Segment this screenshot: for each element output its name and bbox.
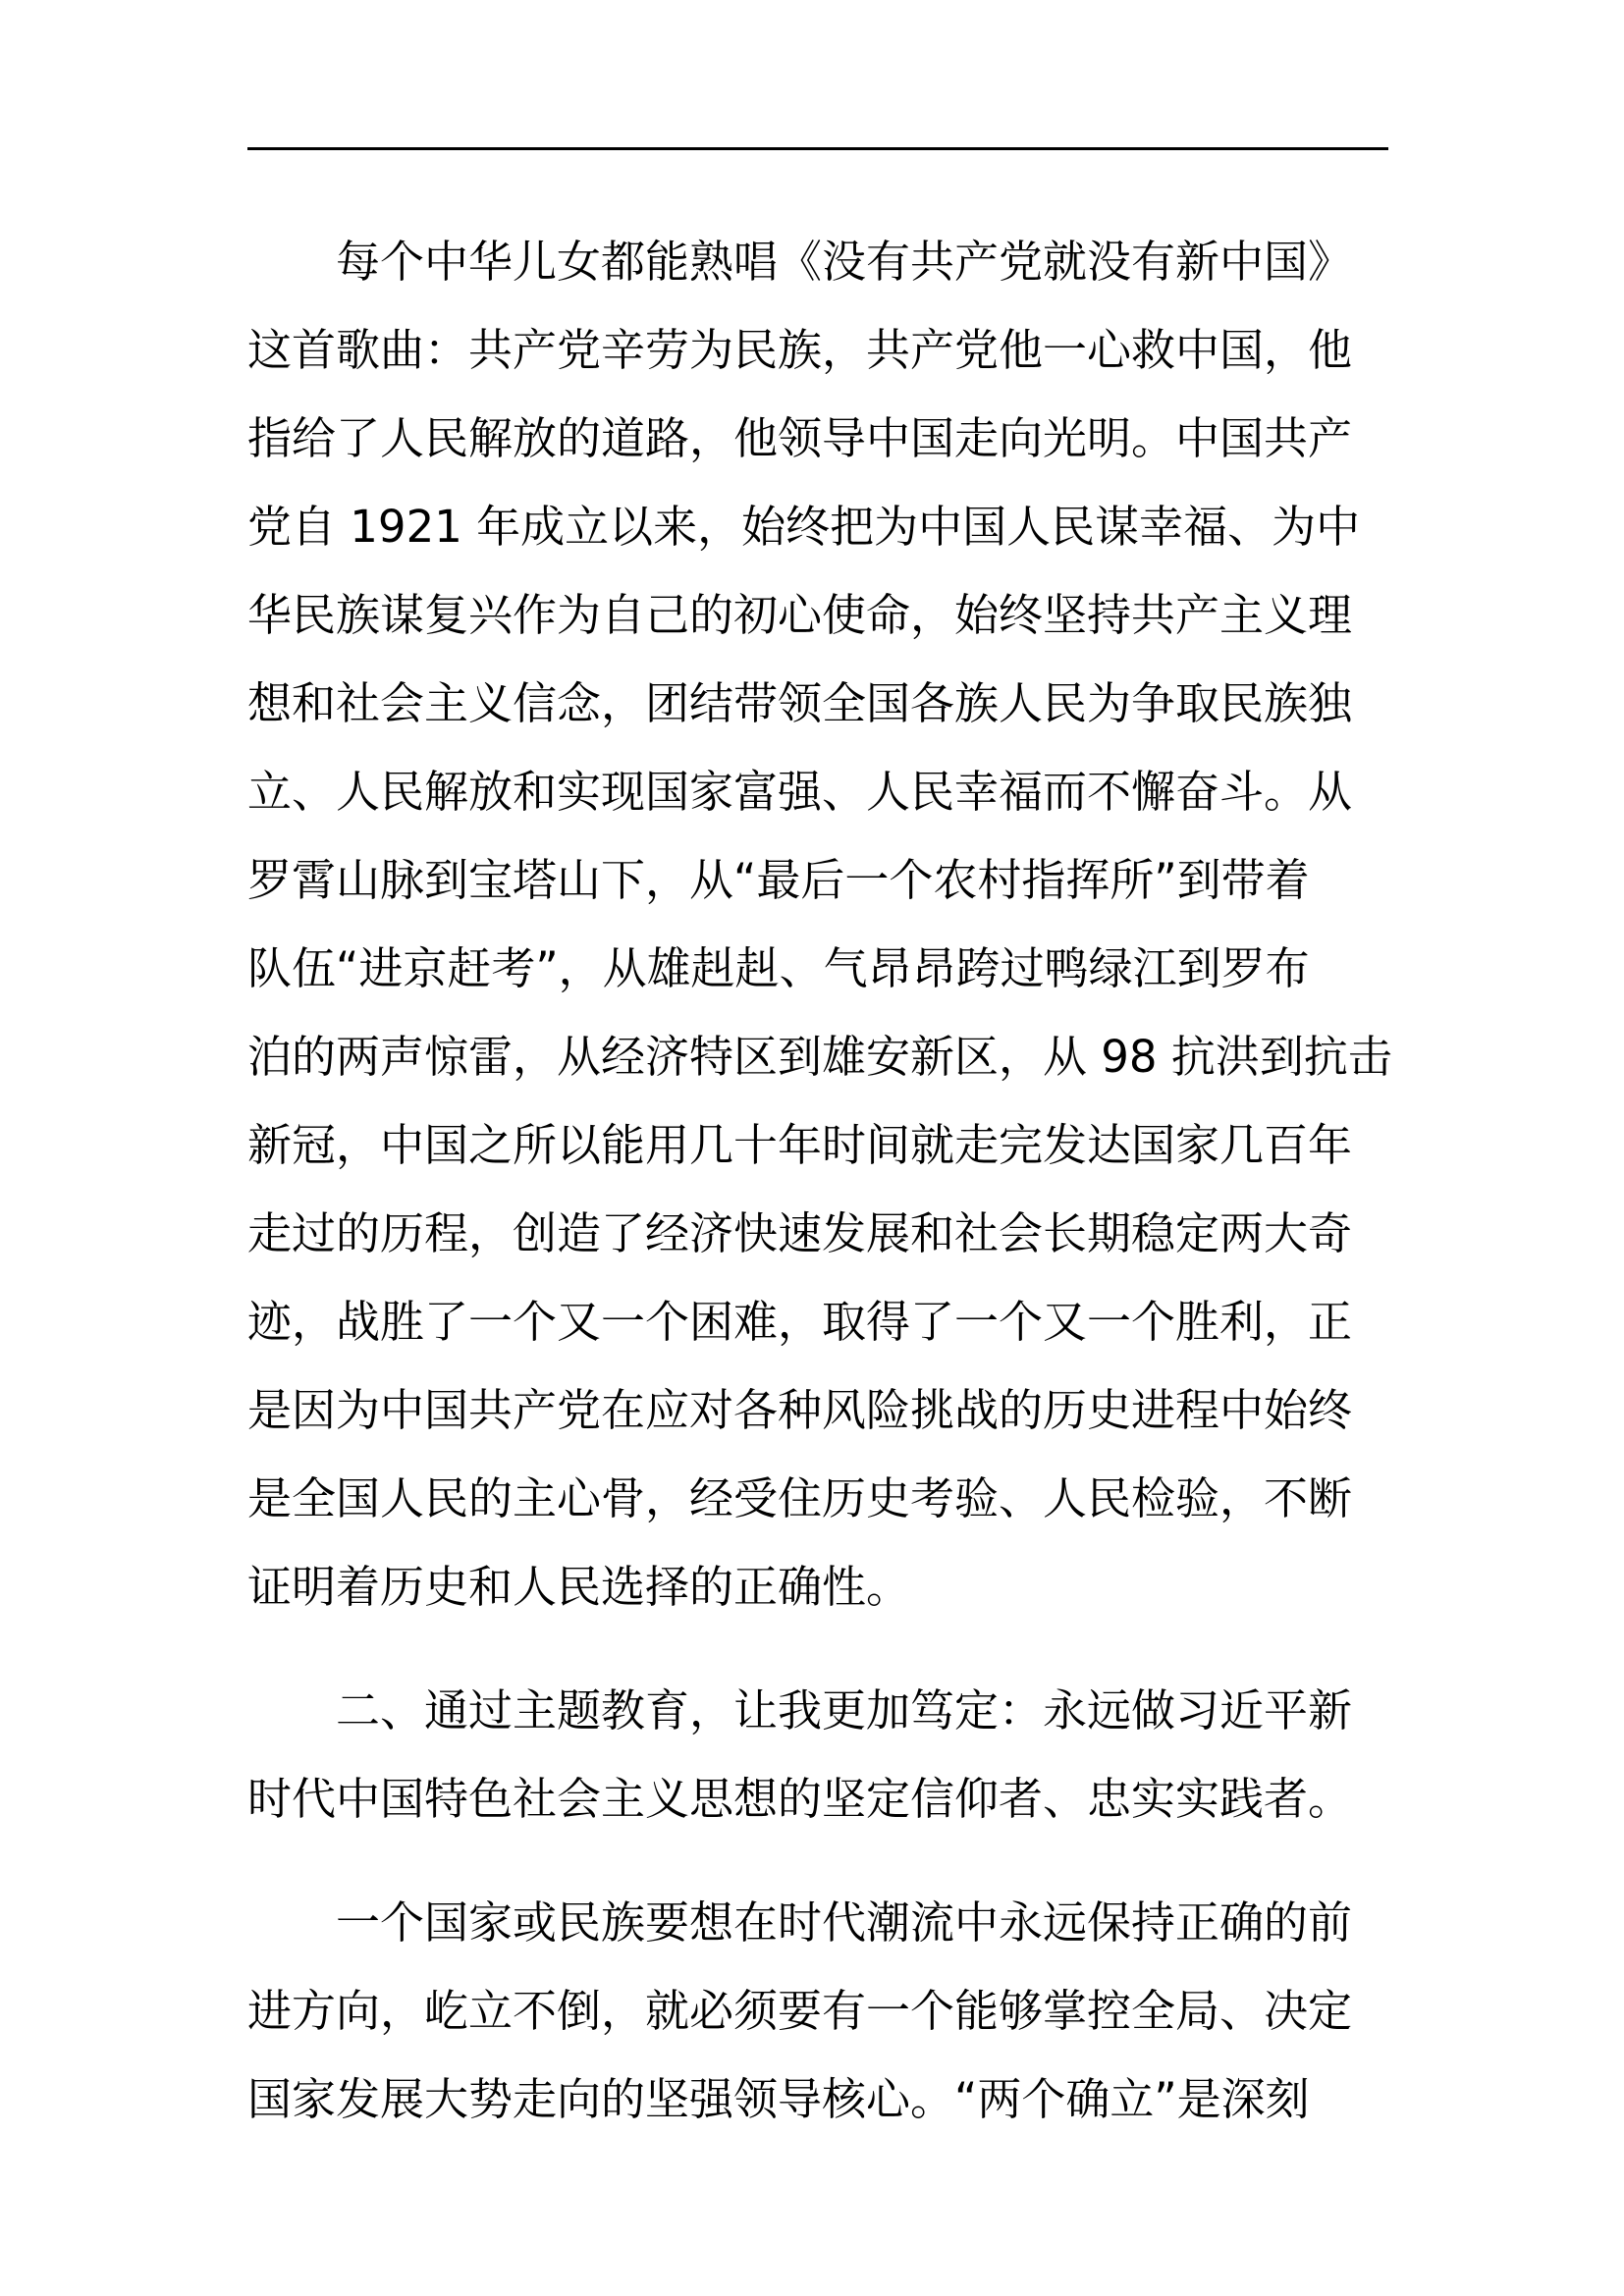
text-line: 泊的两声惊雷，从经济特区到雄安新区，从 98 抗洪到抗击 — [247, 1031, 1392, 1083]
text-line: 迹，战胜了一个又一个困难，取得了一个又一个胜利，正 — [247, 1296, 1353, 1348]
text-line: 是全国人民的主心骨，经受住历史考验、人民检验，不断 — [247, 1472, 1353, 1524]
header-rule — [247, 147, 1388, 150]
text-line: 进方向，屹立不倒，就必须要有一个能够掌控全局、决定 — [247, 1985, 1353, 2037]
text-line: 一个国家或民族要想在时代潮流中永远保持正确的前 — [336, 1896, 1353, 1949]
paragraph-party-history — [247, 218, 1392, 1631]
text-line: 是因为中国共产党在应对各种风险挑战的历史进程中始终 — [247, 1384, 1353, 1436]
paragraph-leadership-core — [247, 1879, 1388, 2144]
text-line: 指给了人民解放的道路，他领导中国走向光明。中国共产 — [247, 412, 1353, 464]
paragraph-spacing — [247, 1631, 1388, 1667]
text-line: 党自 1921 年成立以来，始终把为中国人民谋幸福、为中 — [247, 501, 1361, 553]
text-line: 想和社会主义信念，团结带领全国各族人民为争取民族独 — [247, 677, 1353, 729]
text-line: 走过的历程，创造了经济快速发展和社会长期稳定两大奇 — [247, 1207, 1353, 1259]
text-line: 队伍“进京赶考”，从雄赳赳、气昂昂跨过鸭绿江到罗布 — [247, 942, 1310, 994]
text-line: 每个中华儿女都能熟唱《没有共产党就没有新中国》 — [336, 236, 1353, 288]
paragraph-spacing — [247, 1843, 1388, 1879]
text-line: 二、通过主题教育，让我更加笃定：永远做习近平新 — [336, 1684, 1353, 1736]
section-heading-paragraph — [247, 1667, 1388, 1843]
text-line: 新冠，中国之所以能用几十年时间就走完发达国家几百年 — [247, 1119, 1353, 1171]
text-line: 证明着历史和人民选择的正确性。 — [247, 1561, 911, 1613]
body-text — [247, 218, 1392, 2144]
text-line: 时代中国特色社会主义思想的坚定信仰者、忠实实践者。 — [247, 1773, 1353, 1825]
text-line: 华民族谋复兴作为自己的初心使命，始终坚持共产主义理 — [247, 589, 1353, 641]
text-line: 立、人民解放和实现国家富强、人民幸福而不懈奋斗。从 — [247, 766, 1353, 818]
text-line: 国家发展大势走向的坚强领导核心。“两个确立”是深刻 — [247, 2073, 1310, 2125]
text-line: 罗霄山脉到宝塔山下，从“最后一个农村指挥所”到带着 — [247, 854, 1310, 906]
text-line: 这首歌曲：共产党辛劳为民族，共产党他一心救中国，他 — [247, 324, 1353, 376]
